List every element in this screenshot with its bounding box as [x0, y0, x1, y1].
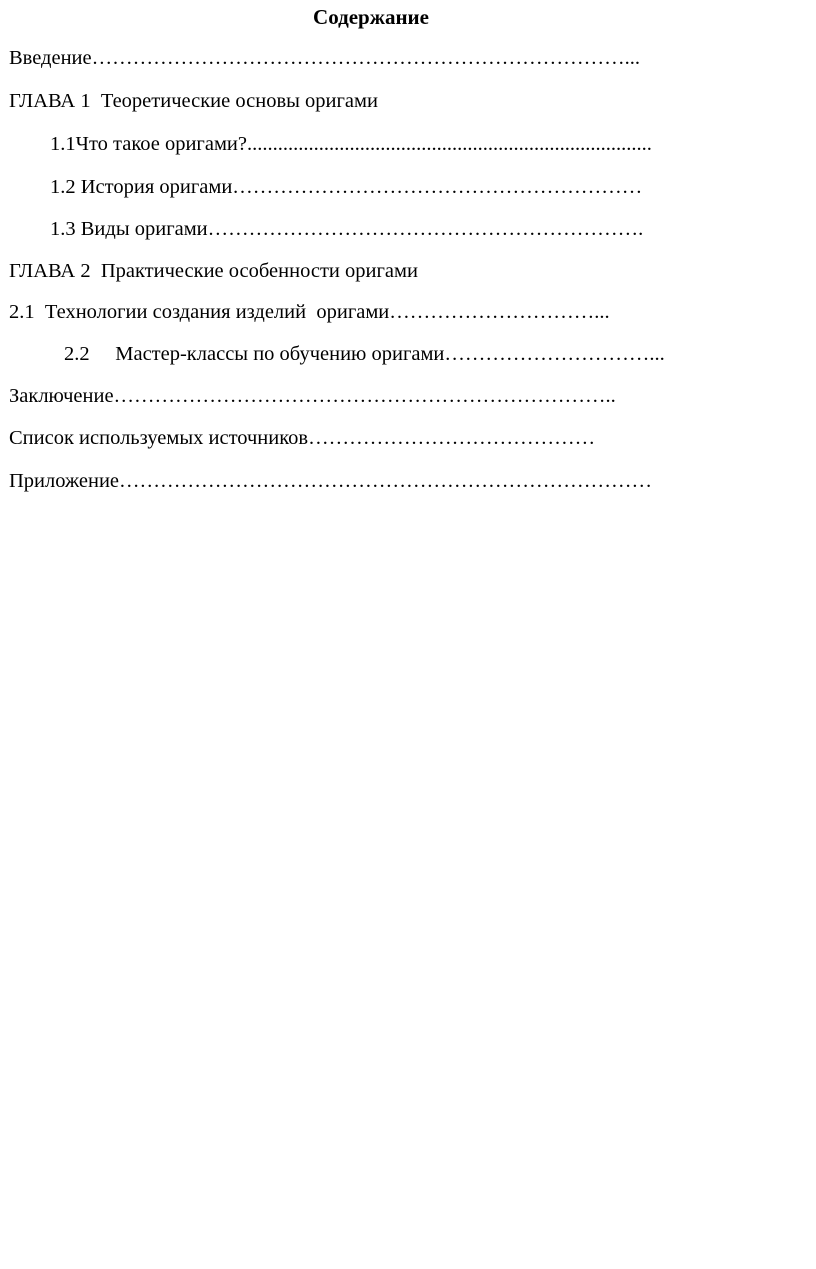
- toc-entry-1-1: 1.1Что такое оригами?...............................................................................: [50, 133, 652, 155]
- toc-entry-1-2: 1.2 История оригами……………………………………………………: [50, 176, 643, 198]
- toc-entry-conclusion: Заключение………………………………………………………………..: [9, 385, 616, 407]
- toc-entry-1-3: 1.3 Виды оригами……………………………………………………….: [50, 218, 644, 240]
- toc-entry-chapter-2: ГЛАВА 2 Практические особенности оригами: [9, 260, 418, 282]
- toc-entry-chapter-1: ГЛАВА 1 Теоретические основы оригами: [9, 90, 378, 112]
- toc-entry-sources: Список используемых источников……………………………………: [9, 427, 596, 449]
- toc-entry-2-2: 2.2 Мастер-классы по обучению оригами…………………………...: [64, 343, 665, 365]
- toc-entry-introduction: Введение……………………………………………………………………...: [9, 47, 641, 69]
- page-title: Содержание: [313, 5, 429, 29]
- toc-entry-appendix: Приложение……………………………………………………………………: [9, 470, 653, 492]
- toc-entry-2-1: 2.1 Технологии создания изделий оригами…………………………...: [9, 301, 610, 323]
